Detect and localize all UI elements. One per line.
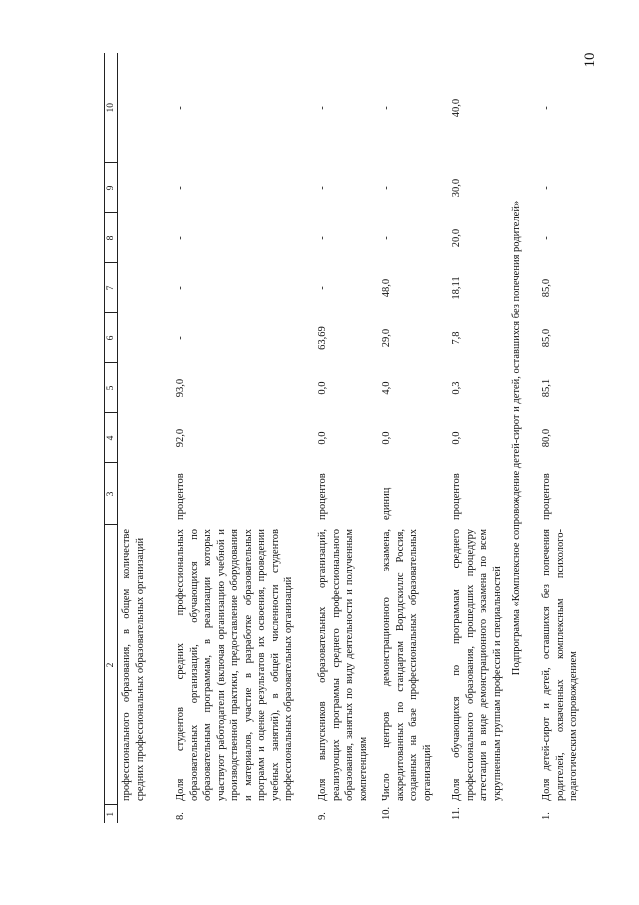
column-header: 7 [105,263,118,313]
unit-cell: процентов [451,473,463,520]
value-cell: - [175,336,187,340]
header-row [105,53,118,823]
value-cell: - [317,186,329,190]
rotated-table-container [104,53,620,823]
subprogram-title: Подпрограмма «Комплексное сопровождение детей-сирот и детей, оставшихся без попечения родителей» [511,200,523,676]
table-row [538,53,590,823]
value-cell: 85,1 [541,378,553,398]
indicator-description: Доля детей-сирот и детей, оставшихся без попечения родителей, охваченных комплексным психолого-педагогическим сопровождением [541,529,580,801]
value-cell: - [541,106,553,110]
value-cell: 30,0 [451,178,463,198]
value-cell: 48,0 [381,278,393,298]
column-header: 1 [105,805,118,823]
value-cell: - [317,286,329,290]
indicator-description: Доля студентов средних профессиональных образовательных организаций, обучающихся по образовательным программам, в реализации которых участвуют работодатели (включая организацию учебной и производственной практики, предоставление оборудования и материалов, участие в разработке образовательных программ и оценке результатов их освоения, проведении учебных занятий), в общей численности студентов профессиональных образовательных организаций [175,529,294,801]
indicator-description: профессионального образования, в общем количестве средних профессиональных образовательных организаций [121,529,146,801]
column-header: 9 [105,163,118,213]
unit-cell: процентов [175,473,187,520]
table-row [172,53,314,823]
column-header: 6 [105,313,118,363]
value-cell: 4,0 [381,381,393,395]
unit-cell: единиц [381,487,393,520]
table-row-continuation [118,53,173,823]
value-cell: 0,0 [317,431,329,445]
unit-cell: процентов [317,473,329,520]
value-cell: 0,3 [451,381,463,395]
value-cell: - [175,236,187,240]
value-cell: 0,0 [451,431,463,445]
indicator-description: Число центров демонстрационного экзамена, аккредитованных по стандартам Ворлдскиллс Россия, созданных на базе профессиональных образовательных организаций [381,529,433,801]
indicator-description: Доля обучающихся по программам среднего профессионального образования, прошедших процедуру аттестации в виде демонстрационного экзамена по всем укрупненным группам профессий и специальностей [451,529,503,801]
row-number: 10. [381,806,393,820]
value-cell: 85,0 [541,328,553,348]
column-header: 4 [105,413,118,463]
column-header: 5 [105,363,118,413]
value-cell: - [381,186,393,190]
column-header: 3 [105,463,118,525]
page-number: 10 [582,52,598,68]
value-cell: 29,0 [381,328,393,348]
value-cell: - [381,236,393,240]
indicators-table [104,53,590,823]
value-cell: 18,11 [451,276,463,300]
table-row [378,53,448,823]
value-cell: - [317,236,329,240]
value-cell: 40,0 [451,98,463,118]
row-number: 8. [175,812,187,820]
value-cell: - [175,186,187,190]
value-cell: - [541,236,553,240]
value-cell: 0,0 [317,381,329,395]
value-cell: 7,8 [451,331,463,345]
row-number: 9. [317,812,329,820]
row-number: 11. [451,807,463,820]
subprogram-header-row [508,53,538,823]
value-cell: 63,69 [317,326,329,350]
value-cell: - [175,286,187,290]
row-number: 1. [541,812,553,820]
column-header: 2 [105,525,118,805]
unit-cell: процентов [541,473,553,520]
table-row [448,53,508,823]
value-cell: 92,0 [175,428,187,448]
value-cell: 80,0 [541,428,553,448]
column-header: 10 [105,53,118,163]
indicator-description: Доля выпускников образовательных организаций, реализующих программы среднего профессионального образования, занятых по виду деятельности и полученным компетенциям [317,529,369,801]
value-cell: - [541,186,553,190]
value-cell: 85,0 [541,278,553,298]
value-cell: 20,0 [451,228,463,248]
value-cell: - [317,106,329,110]
table-row [314,53,378,823]
value-cell: - [175,106,187,110]
value-cell: 0,0 [381,431,393,445]
column-header: 8 [105,213,118,263]
value-cell: - [381,106,393,110]
value-cell: 93,0 [175,378,187,398]
